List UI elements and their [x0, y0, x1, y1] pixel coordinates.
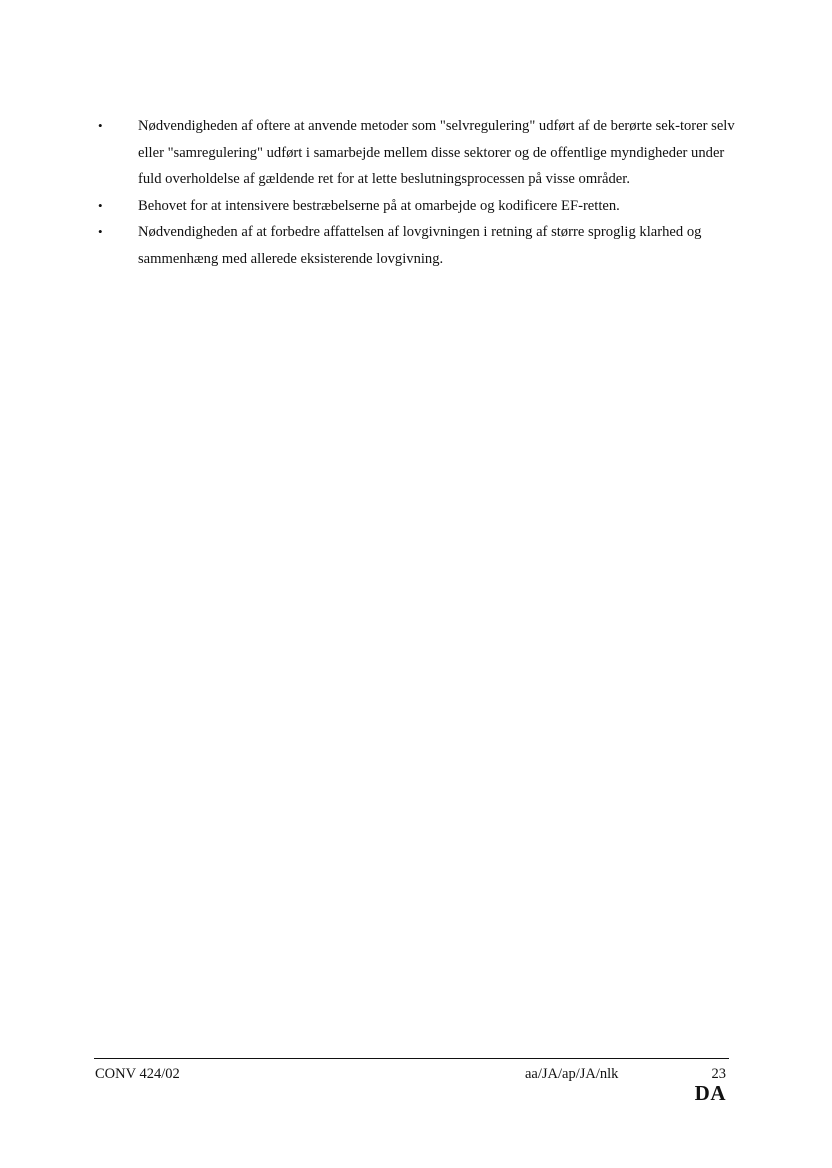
list-item	[96, 113, 736, 193]
footer-divider	[94, 1058, 729, 1059]
footer-reference: aa/JA/ap/JA/nlk	[525, 1066, 619, 1082]
bullet-text: Nødvendigheden af at forbedre affattelsen af lovgivningen i retning af større sproglig klarhed og sammenhæng med allerede eksisterende lovgivning.	[138, 224, 702, 267]
bullet-icon: •	[98, 118, 103, 133]
list-item	[96, 219, 736, 272]
list-item	[96, 193, 736, 220]
page-number: 23	[711, 1066, 726, 1082]
bullet-text: Nødvendigheden af oftere at anvende metoder som "selvregulering" udført af de berørte sek-torer selv eller "samregulering" udført i samarbejde mellem disse sektorer og de offentlige myndigheder under fuld overholdelse af gældende ret for at lette beslutningsprocessen på visse områder.	[138, 118, 735, 187]
footer-doc-number: CONV 424/02	[95, 1066, 180, 1082]
bullet-text: Behovet for at intensivere bestræbelserne på at omarbejde og kodificere EF-retten.	[138, 197, 620, 214]
language-code: DA	[694, 1081, 726, 1105]
bullet-icon: •	[98, 224, 103, 239]
bullet-icon: •	[98, 197, 103, 213]
bullet-list	[96, 113, 736, 272]
